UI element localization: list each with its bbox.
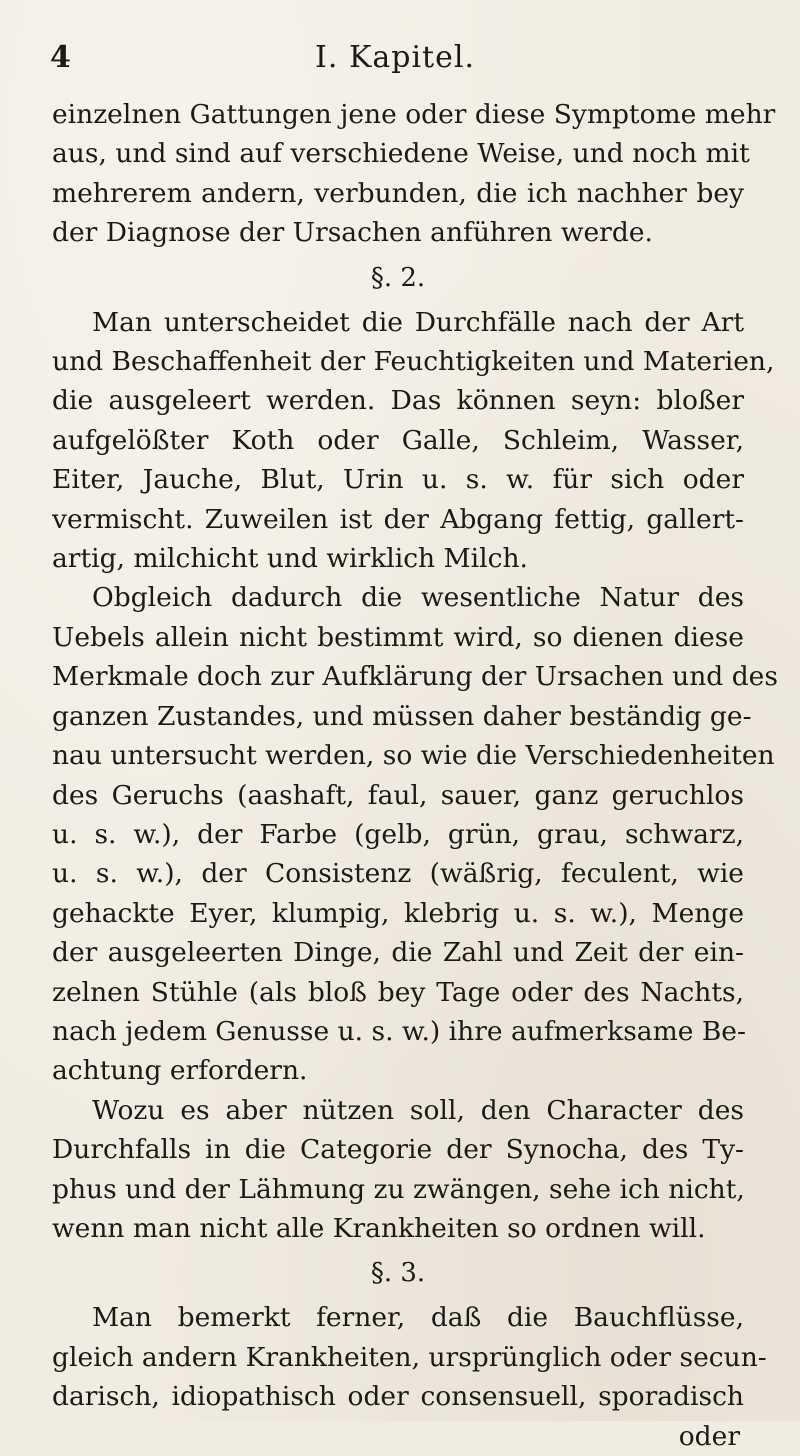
page-header	[50, 40, 740, 80]
text-line: zelnen Stühle (als bloß bey Tage oder des Nachts,	[52, 976, 744, 1008]
body-text	[52, 95, 778, 1456]
text-line: vermischt. Zuweilen ist der Abgang fettig, gallert-	[52, 503, 744, 535]
text-line: nach jedem Genusse u. s. w.) ihre aufmerksame Be-	[52, 1015, 746, 1047]
text-line: Uebels allein nicht bestimmt wird, so dienen diese	[52, 621, 744, 653]
text-line: darisch, idiopathisch oder consensuell, sporadisch	[52, 1381, 744, 1413]
text-line: die ausgeleert werden. Das können seyn: bloßer	[52, 385, 744, 417]
text-line: aus, und sind auf verschiedene Weise, und noch mit	[52, 138, 750, 170]
text-line: wenn man nicht alle Krankheiten so ordnen will.	[52, 1212, 706, 1244]
section-heading-3: §. 3.	[370, 1258, 426, 1289]
text-line: gleich andern Krankheiten, ursprünglich oder secun-	[52, 1341, 767, 1373]
text-line: der ausgeleerten Dinge, die Zahl und Zeit der ein-	[52, 937, 744, 969]
text-line: Man unterscheidet die Durchfälle nach der Art	[92, 306, 744, 338]
text-line: aufgelößter Koth oder Galle, Schleim, Wasser,	[52, 424, 744, 456]
text-line: Merkmale doch zur Aufklärung der Ursachen und des	[52, 661, 778, 693]
text-line: ganzen Zustandes, und müssen daher beständig ge-	[52, 700, 752, 732]
text-line: einzelnen Gattungen jene oder diese Symptome mehr	[52, 99, 776, 130]
text-line: gehackte Eyer, klumpig, klebrig u. s. w.), Menge	[52, 897, 744, 929]
text-line: des Geruchs (aashaft, faul, sauer, ganz geruchlos	[52, 779, 744, 811]
text-line: der Diagnose der Ursachen anführen werde.	[52, 217, 653, 249]
text-line: und Beschaffenheit der Feuchtigkeiten und Materien,	[52, 346, 775, 378]
text-line: u. s. w.), der Consistenz (wäßrig, feculent, wie	[52, 858, 744, 890]
text-line: mehrerem andern, verbunden, die ich nachher bey	[52, 177, 744, 209]
text-line: Obgleich dadurch die wesentliche Natur des	[92, 582, 744, 614]
text-line: Eiter, Jauche, Blut, Urin u. s. w. für sich oder	[52, 464, 744, 496]
running-head: I. Kapitel.	[315, 40, 475, 75]
text-line: Man bemerkt ferner, daß die Bauchflüsse,	[92, 1302, 744, 1334]
section-heading-2: §. 2.	[370, 262, 426, 293]
text-line: artig, milchicht und wirklich Milch.	[52, 543, 528, 575]
text-line: nau untersucht werden, so wie die Verschiedenheiten	[52, 740, 775, 772]
text-line: u. s. w.), der Farbe (gelb, grün, grau, schwarz,	[52, 818, 744, 850]
text-line: phus und der Lähmung zu zwängen, sehe ich nicht,	[52, 1173, 745, 1205]
text-line: Wozu es aber nützen soll, den Character des	[92, 1094, 744, 1126]
text-line: Durchfalls in die Categorie der Synocha, des Ty-	[52, 1134, 744, 1166]
page-number: 4	[50, 40, 71, 75]
catchword: oder	[678, 1420, 740, 1452]
text-line: achtung erfordern.	[52, 1055, 308, 1087]
